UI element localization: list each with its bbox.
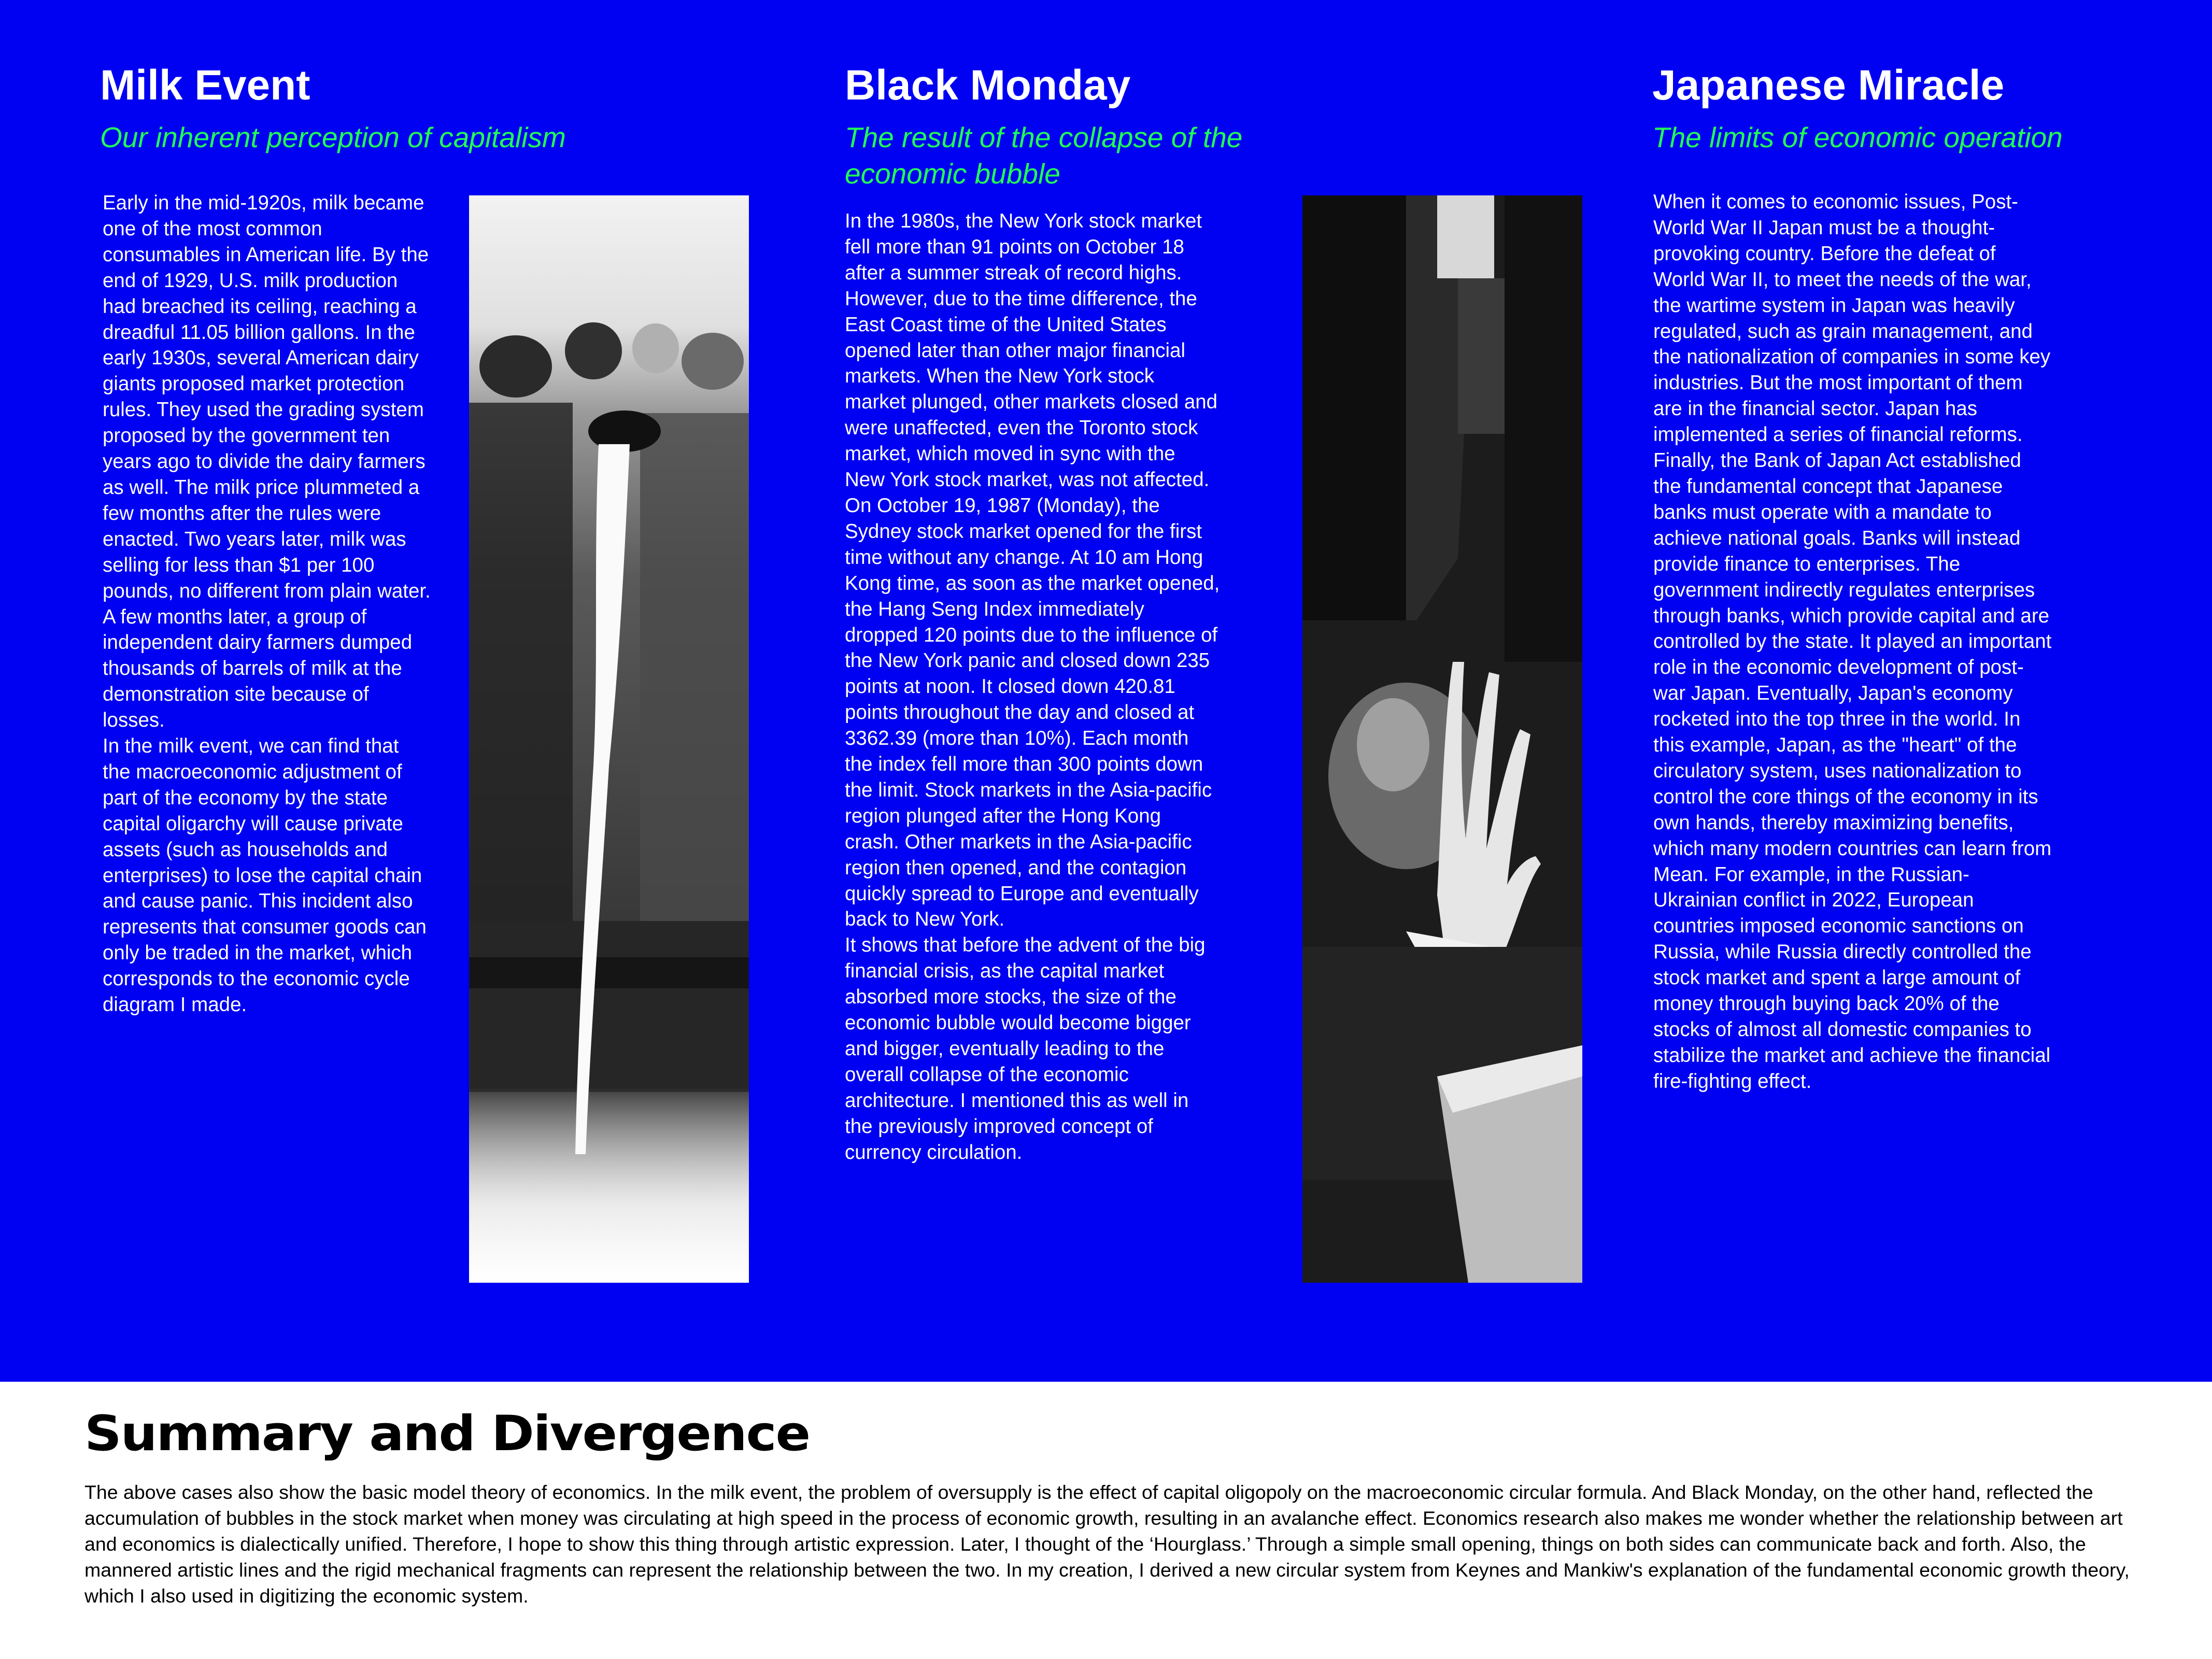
milk-event-paragraph-2: In the milk event, we can find that the macroeconomic adjustment of part of the economy by the state capital oligarchy will cause private assets (such as households and enterprises) to lose the capital chain and cause panic. This incident also represents that consumer goods can only be traded in the market, which corresponds to the economic cycle diagram I made. (103, 735, 427, 1016)
japanese-miracle-subtitle: The limits of economic operation (1652, 121, 2063, 153)
black-monday-subtitle: The result of the collapse of the economic bubble (845, 121, 1243, 190)
milk-event-subtitle: Our inherent perception of capitalism (100, 121, 566, 153)
japanese-miracle-title: Japanese Miracle (1652, 62, 2005, 109)
japanese-miracle-body (1653, 189, 2052, 1095)
black-monday-paragraph-2: It shows that before the advent of the big financial crisis, as the capital market absorbed more stocks, the size of the economic bubble would become bigger and bigger, eventually leading to the overall collapse of the economic architecture. I mentioned this as well in the previously improved concept of currency circulation. (845, 934, 1206, 1164)
raised-hand-photo (1302, 195, 1582, 1283)
black-monday-body (845, 208, 1221, 1166)
japanese-miracle-paragraph-1: When it comes to economic issues, Post-World War II Japan must be a thought-provoking country. Before the defeat of World War II, to meet the needs of the war, the wartime system in Japan was heavily regulated, such as grain management, and the nationalization of companies in some key industries. But the most important of them are in the financial sector. Japan has implemented a series of financial reforms. Finally, the Bank of Japan Act established the fundamental concept that Japanese banks must operate with a mandate to achieve national goals. Banks will instead provide finance to enterprises. The government indirectly regulates enterprises through banks, which provide capital and are controlled by the state. It played an important role in the economic development of post-war Japan. Eventually, Japan's economy rocketed into the top three in the world. In this example, Japan, as the "heart" of the circulatory system, uses nationalization to control the core things of the economy in its own hands, thereby maximizing benefits, which many modern countries can learn from Mean. For example, in the Russian-Ukrainian conflict in 2022, European countries imposed economic sanctions on Russia, while Russia directly controlled the stock market and spent a large amount of money through buying back 20% of the stocks of almost all domestic companies to stabilize the market and achieve the financial fire-fighting effect. (1653, 191, 2052, 1093)
milk-pouring-photo (469, 195, 749, 1283)
milk-event-title: Milk Event (100, 62, 310, 109)
milk-event-paragraph-1: Early in the mid-1920s, milk became one of the most common consumables in American life. By the end of 1929, U.S. milk production had breached its ceiling, reaching a dreadful 11.05 billion gallons. In the early 1930s, several American dairy giants proposed market protection rules. They used the grading system proposed by the government ten years ago to divide the dairy farmers as well. The milk price plummeted a few months after the rules were enacted. Two years later, milk was selling for less than $1 per 100 pounds, no different from plain water. A few months later, a group of independent dairy farmers dumped thousands of barrels of milk at the demonstration site because of losses. (103, 192, 431, 732)
black-monday-title: Black Monday (845, 62, 1131, 109)
summary-body: The above cases also show the basic model theory of economics. In the milk event, the problem of oversupply is the effect of capital oligopoly on the macroeconomic circular formula. And Black Monday, on the other hand, reflected the accumulation of bubbles in the stock market when money was circulating at high speed in the process of economic growth, resulting in an avalanche effect. Economics research also makes me wonder whether the relationship between art and economics is dialectically unified. Therefore, I hope to show this thing through artistic expression. Later, I thought of the ‘Hourglass.’ Through a simple small opening, things on both sides can communicate back and forth. Also, the mannered artistic lines and the rigid mechanical fragments can represent the relationship between the two. In my creation, I derived a new circular system from Keynes and Mankiw's explanation of the fundamental economic growth theory, which I also used in digitizing the economic system. (84, 1481, 2130, 1607)
milk-event-body (103, 190, 432, 1018)
black-monday-paragraph-1: In the 1980s, the New York stock market fell more than 91 points on October 18 after a summer streak of record highs. However, due to the time difference, the East Coast time of the United States opened later than other major financial markets. When the New York stock market plunged, other markets closed and were unaffected, even the Toronto stock market, which moved in sync with the New York stock market, was not affected. On October 19, 1987 (Monday), the Sydney stock market opened for the first time without any change. At 10 am Hong Kong time, as soon as the market opened, the Hang Seng Index immediately dropped 120 points due to the influence of the New York panic and closed down 235 points at noon. It closed down 420.81 points throughout the day and closed at 3362.39 (more than 10%). Each month the index fell more than 300 points down the limit. Stock markets in the Asia-pacific region plunged after the Hong Kong crash. Other markets in the Asia-pacific region then opened, and the contagion quickly spread to Europe and eventually back to New York. (845, 210, 1220, 931)
summary-title: Summary and Divergence (84, 1406, 810, 1462)
